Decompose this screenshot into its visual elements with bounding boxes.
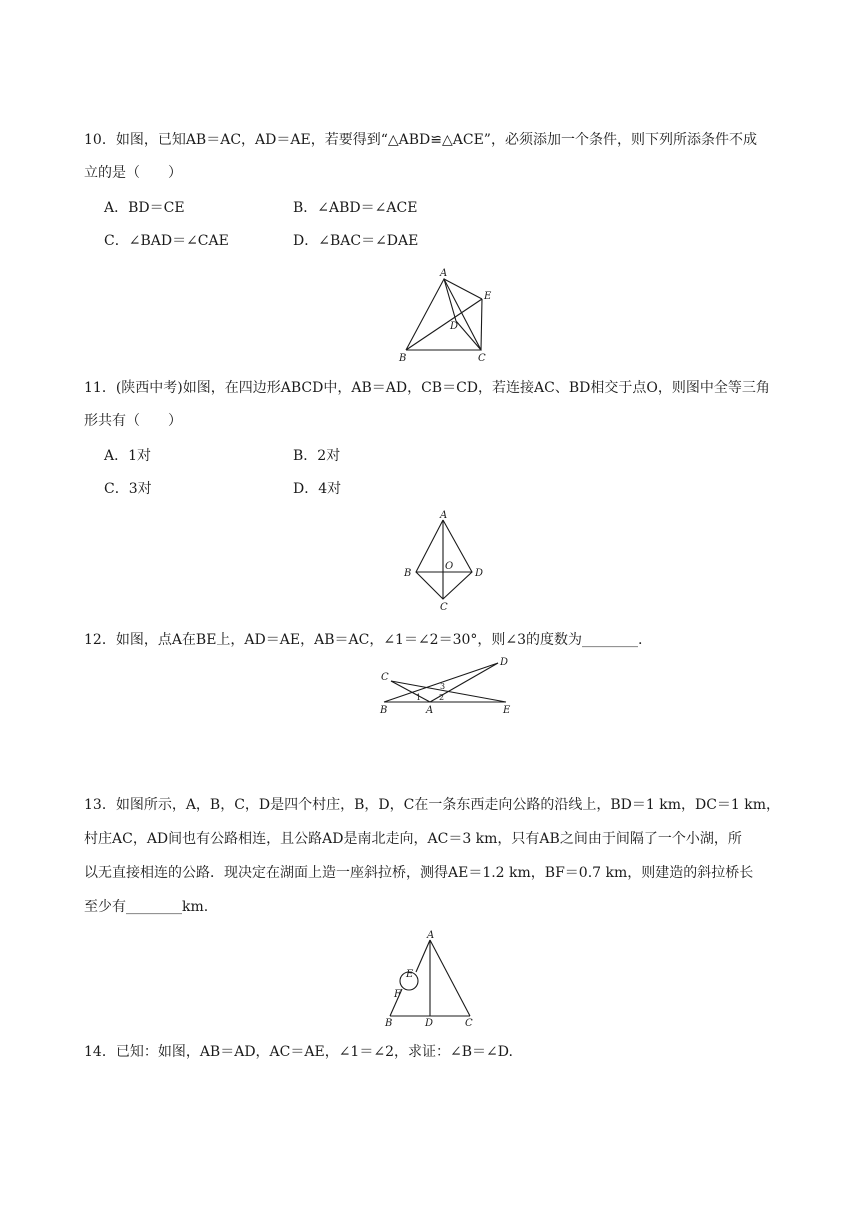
- q13-road-ac: [430, 940, 470, 1016]
- q12-stem-line1: 12．如图，点A在BE上，AD＝AE，AB＝AC，∠1＝∠2＝30°，则∠3的度数为________.: [84, 632, 643, 648]
- q13-stem-line3: 以无直接相连的公路．现决定在湖面上造一座斜拉桥，测得AE＝1.2 km，BF＝0.7 km，则建造的斜拉桥长: [84, 865, 754, 881]
- q11-stem-line1: 11．(陕西中考)如图，在四边形ABCD中，AB＝AD，CB＝CD，若连接AC、BD相交于点O，则图中全等三角: [84, 380, 770, 396]
- q12-label-a: A: [426, 705, 434, 716]
- q11-option-c: C．3对: [104, 481, 152, 497]
- q12-figure: [378, 656, 518, 716]
- q11-label-b: B: [404, 568, 412, 579]
- q13-label-f: F: [394, 989, 401, 1000]
- q11-label-d: D: [475, 568, 484, 579]
- q10-segment-ad: [444, 279, 456, 321]
- q12-label-c: C: [381, 672, 389, 683]
- q13-label-e: E: [406, 969, 414, 980]
- q10-option-c: C．∠BAD＝∠CAE: [104, 233, 229, 249]
- q12-label-e: E: [503, 705, 511, 716]
- q13-stem-line4: 至少有________km.: [84, 899, 209, 915]
- q10-segment-ec: [481, 299, 482, 350]
- q11-quadrilateral-abcd: [416, 520, 472, 599]
- q12-label-d: D: [500, 657, 509, 668]
- q11-label-o: O: [445, 561, 454, 572]
- q10-label-c: C: [478, 353, 486, 364]
- q13-stem-line2: 村庄AC，AD间也有公路相连，且公路AD是南北走向，AC＝3 km，只有AB之间由于间隔了一个小湖，所: [84, 831, 742, 847]
- q10-figure: [396, 266, 500, 364]
- q11-label-a: A: [440, 510, 448, 521]
- q12-label-b: B: [380, 705, 388, 716]
- q10-option-a: A．BD＝CE: [104, 200, 185, 216]
- q10-triangle-abc: [406, 279, 481, 350]
- q12-label-angle-3: 3: [440, 682, 446, 691]
- q10-option-d: D．∠BAC＝∠DAE: [293, 233, 419, 249]
- q13-label-b: B: [385, 1018, 393, 1029]
- q10-label-d: D: [450, 321, 459, 332]
- q10-label-a: A: [440, 268, 448, 279]
- q11-option-d: D．4对: [293, 481, 342, 497]
- q11-option-b: B．2对: [293, 448, 341, 464]
- q13-label-c: C: [465, 1018, 473, 1029]
- q10-stem-line2: 立的是（ ）: [84, 165, 182, 181]
- q13-label-d: D: [425, 1018, 434, 1029]
- q10-segment-be: [406, 299, 482, 350]
- q13-label-a: A: [427, 930, 435, 941]
- q10-stem-line1: 10．如图，已知AB＝AC，AD＝AE，若要得到“△ABD≌△ACE”，必须添加一个条件，则下列所添条件不成: [84, 132, 757, 148]
- q11-option-a: A．1对: [104, 448, 152, 464]
- q12-label-angle-1: 1: [416, 693, 422, 702]
- q11-label-c: C: [440, 602, 448, 613]
- q10-option-b: B．∠ABD＝∠ACE: [293, 200, 418, 216]
- q12-label-angle-2: 2: [439, 693, 445, 702]
- q11-stem-line2: 形共有（ ）: [84, 413, 182, 429]
- q13-segment-ae: [416, 940, 430, 972]
- q11-figure: [396, 508, 496, 614]
- q13-figure: [380, 928, 490, 1028]
- q10-label-b: B: [399, 353, 407, 364]
- q10-label-e: E: [484, 291, 492, 302]
- q13-stem-line1: 13．如图所示，A，B，C，D是四个村庄，B，D，C在一条东西走向公路的沿线上，BD＝1 km，DC＝1 km，: [84, 797, 781, 813]
- q14-stem-line1: 14．已知：如图，AB＝AD，AC＝AE，∠1＝∠2，求证：∠B＝∠D.: [84, 1044, 513, 1060]
